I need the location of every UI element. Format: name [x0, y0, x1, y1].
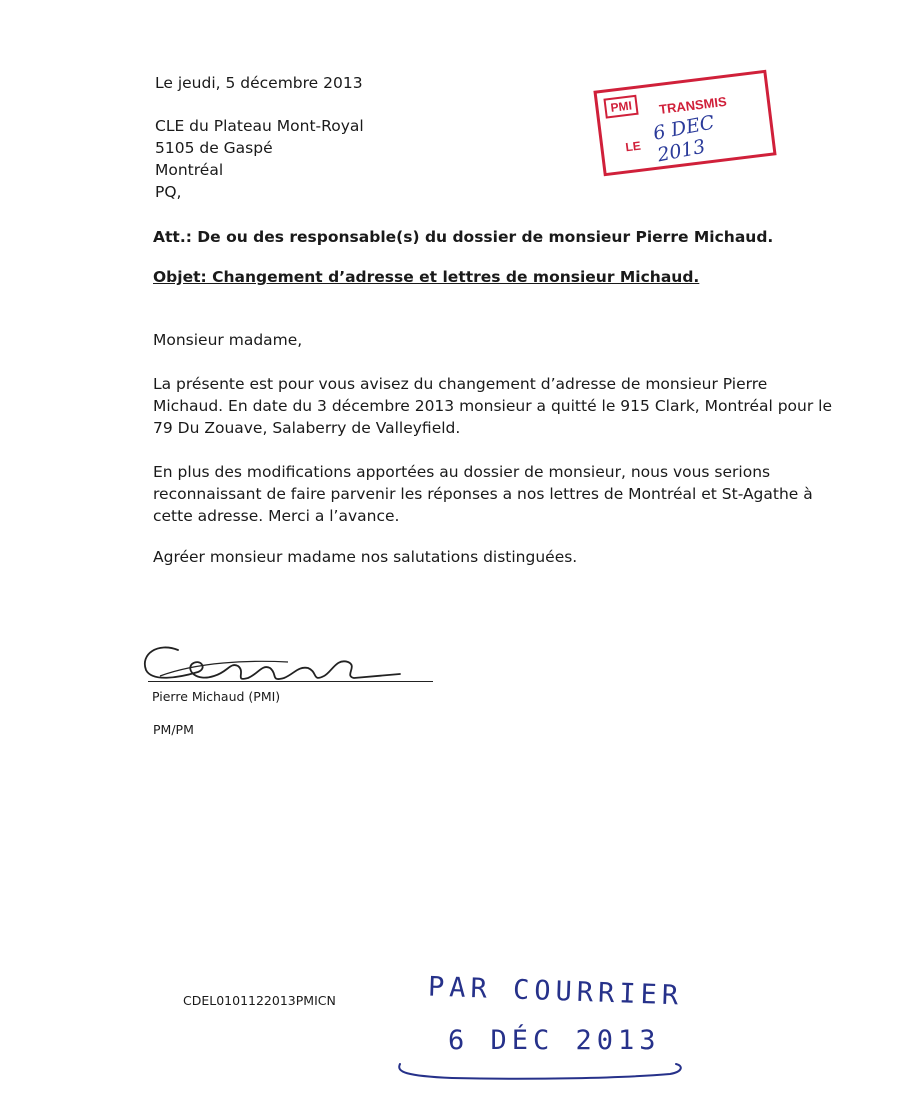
transmis-stamp: [593, 70, 776, 177]
signature-name: Pierre Michaud (PMI): [152, 689, 281, 704]
handwritten-underline: [392, 1058, 692, 1088]
paragraph-line: En plus des modifications apportées au dossier de monsieur, nous vous serions: [153, 463, 771, 481]
closing-formula: Agréer monsieur madame nos salutations distinguées.: [153, 548, 578, 566]
stamp-handwritten-date: 6 DEC 2013: [651, 111, 717, 167]
handwritten-signature: [138, 632, 408, 692]
paragraph-request: [153, 461, 813, 527]
reference-code: CDEL0101122013PMICN: [183, 993, 336, 1008]
subject-line: Objet: Changement d’adresse et lettres de monsieur Michaud.: [153, 268, 700, 286]
handwritten-par-courrier: PAR COURRIER: [427, 971, 684, 1012]
paragraph-address-change: [153, 373, 832, 439]
recipient-province: PQ,: [155, 183, 182, 201]
recipient-city: Montréal: [155, 161, 224, 179]
signature-line: [148, 681, 433, 682]
recipient-name: CLE du Plateau Mont-Royal: [155, 117, 364, 135]
paragraph-line: Michaud. En date du 3 décembre 2013 monsieur a quitté le 915 Clark, Montréal pour le: [153, 397, 832, 415]
recipient-street: 5105 de Gaspé: [155, 139, 273, 157]
stamp-pmi-tag: PMI: [603, 95, 639, 119]
stamp-transmis-label: TRANSMIS: [658, 93, 728, 117]
paragraph-line: La présente est pour vous avisez du changement d’adresse de monsieur Pierre: [153, 375, 768, 393]
attention-line: Att.: De ou des responsable(s) du dossier de monsieur Pierre Michaud.: [153, 228, 774, 246]
stamp-le-label: LE: [624, 138, 642, 155]
paragraph-line: cette adresse. Merci a l’avance.: [153, 507, 400, 525]
handwritten-date: 6 DÉC 2013: [448, 1025, 661, 1056]
initials: PM/PM: [153, 722, 194, 737]
letter-date: Le jeudi, 5 décembre 2013: [155, 74, 363, 92]
salutation: Monsieur madame,: [153, 331, 303, 349]
paragraph-line: 79 Du Zouave, Salaberry de Valleyfield.: [153, 419, 461, 437]
paragraph-line: reconnaissant de faire parvenir les réponses a nos lettres de Montréal et St-Agathe à: [153, 485, 813, 503]
